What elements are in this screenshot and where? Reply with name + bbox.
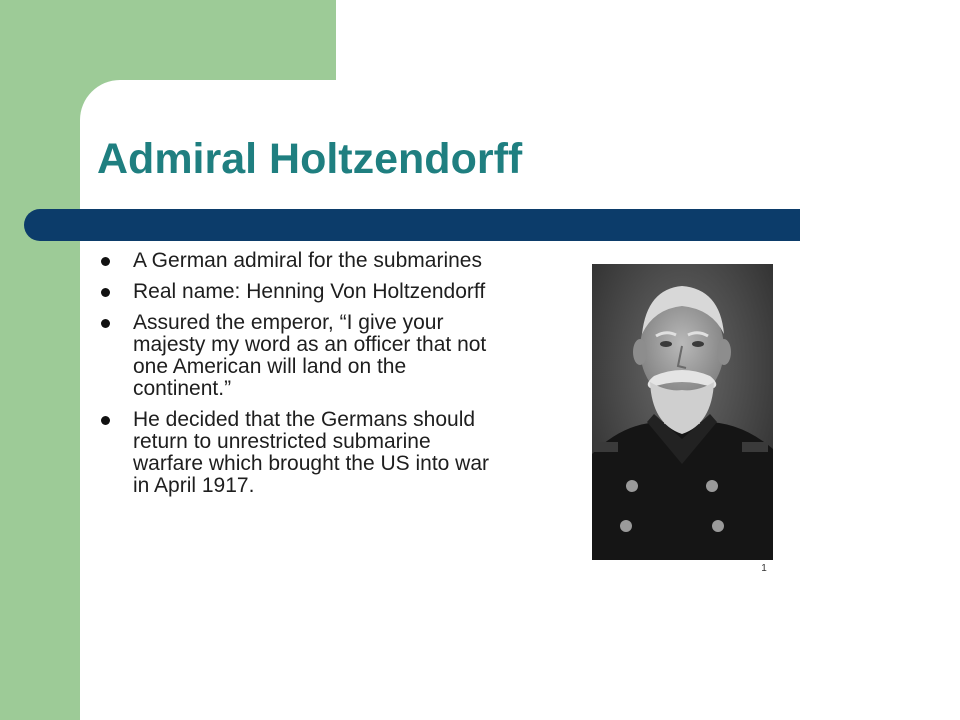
bullet-text: Real name: Henning Von Holtzendorff [133, 280, 486, 303]
green-top-band [0, 0, 336, 80]
bullet-item [100, 312, 500, 400]
bullet-dot-icon [101, 319, 110, 328]
bullet-item [100, 409, 500, 497]
bullet-dot-icon [101, 257, 110, 266]
title-underline-bar [24, 209, 800, 241]
bullet-dot-icon [101, 288, 110, 297]
bullet-item [100, 281, 500, 303]
portrait-illustration [592, 264, 773, 560]
bullet-dot-icon [101, 416, 110, 425]
admiral-portrait-photo [592, 264, 773, 560]
bullet-list [100, 250, 500, 506]
slide-title: Admiral Holtzendorff [97, 135, 523, 183]
photo-caption: 1 [761, 563, 767, 574]
bullet-text: Assured the emperor, “I give your majesty my word as an officer that not one American will land on the continent.” [133, 311, 487, 400]
green-side-band [0, 0, 80, 720]
bullet-item [100, 250, 500, 272]
bullet-text: He decided that the Germans should return to unrestricted submarine warfare which brought the US into war in April 1917. [133, 408, 490, 497]
bullet-text: A German admiral for the submarines [133, 249, 482, 272]
